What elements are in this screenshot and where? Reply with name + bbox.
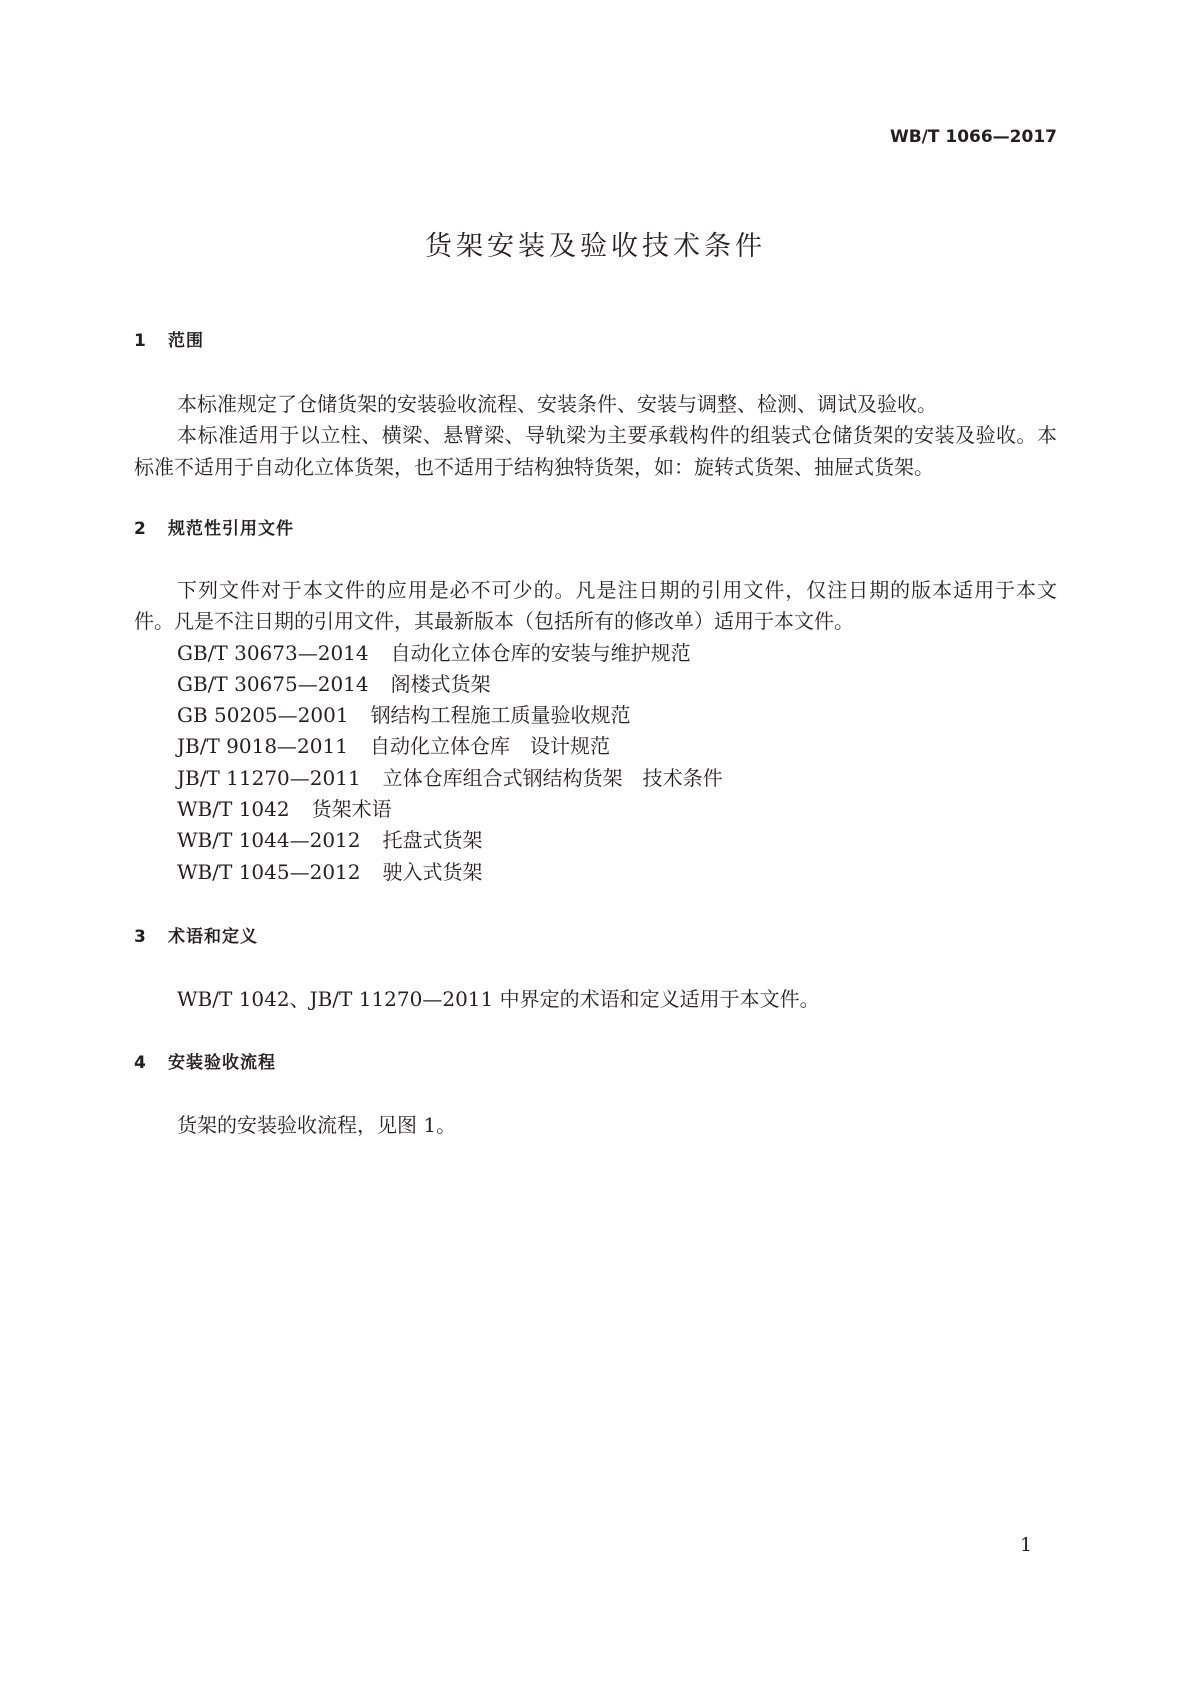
section-number: 3 [134,927,146,947]
section-4-body [134,1110,1057,1141]
section-1-body [134,389,1057,483]
reference-code: WB/T 1042 [177,797,290,822]
paragraph-line: 货架的安装验收流程，见图 1。 [177,1113,457,1137]
reference-item [134,825,1057,856]
section-number: 4 [134,1053,146,1073]
reference-title: 货架术语 [311,797,392,822]
reference-item [134,794,1057,825]
section-3-body [134,984,1057,1015]
reference-item [134,731,1057,762]
reference-item [134,857,1057,888]
section-number: 2 [134,519,146,539]
reference-code: JB/T 9018—2011 [177,734,348,759]
reference-item [134,763,1057,794]
section-3-heading [134,925,258,949]
reference-title: 阁楼式货架 [390,671,491,696]
reference-title: 自动化立体仓库 设计规范 [369,734,610,759]
section-1-heading [134,329,204,353]
reference-title: 钢结构工程施工质量验收规范 [370,703,631,728]
document-title: 货架安装及验收技术条件 [425,231,766,262]
section-2-heading [134,517,294,541]
reference-title: 托盘式货架 [382,828,483,853]
reference-title: 驶入式货架 [382,859,483,884]
standard-number-header: WB/T 1066—2017 [889,127,1057,147]
reference-code: WB/T 1045—2012 [177,859,361,884]
paragraph-line: WB/T 1042、JB/T 11270—2011 中界定的术语和定义适用于本文件。 [177,987,820,1011]
section-title: 术语和定义 [168,927,258,947]
paragraph-line: 本标准规定了仓储货架的安装验收流程、安装条件、安装与调整、检测、调试及验收。 [177,392,937,416]
reference-item [134,669,1057,700]
reference-code: JB/T 11270—2011 [177,765,361,790]
reference-title: 自动化立体仓库的安装与维护规范 [390,640,691,665]
section-title: 规范性引用文件 [168,519,294,539]
section-4-heading [134,1051,276,1075]
section-title: 范围 [168,331,204,351]
paragraph-line: 标准不适用于自动化立体货架，也不适用于结构独特货架，如：旋转式货架、抽屉式货架。 [134,454,934,479]
paragraph-line: 下列文件对于本文件的应用是必不可少的。凡是注日期的引用文件，仅注日期的版本适用于本文 [177,578,1057,602]
page-number: 1 [1020,1534,1033,1556]
reference-code: GB/T 30673—2014 [177,640,369,665]
reference-code: WB/T 1044—2012 [177,828,361,853]
reference-code: GB/T 30675—2014 [177,671,369,696]
paragraph-line: 本标准适用于以立柱、横梁、悬臂梁、导轨梁为主要承载构件的组装式仓储货架的安装及验收。本 [177,423,1057,448]
section-2-body [134,575,1057,888]
reference-item [134,638,1057,669]
section-title: 安装验收流程 [168,1053,276,1073]
paragraph-line: 件。凡是不注日期的引用文件，其最新版本（包括所有的修改单）适用于本文件。 [134,609,854,634]
reference-title: 立体仓库组合式钢结构货架 技术条件 [382,765,723,790]
reference-code: GB 50205—2001 [177,703,349,728]
section-number: 1 [134,331,146,351]
reference-item [134,700,1057,731]
